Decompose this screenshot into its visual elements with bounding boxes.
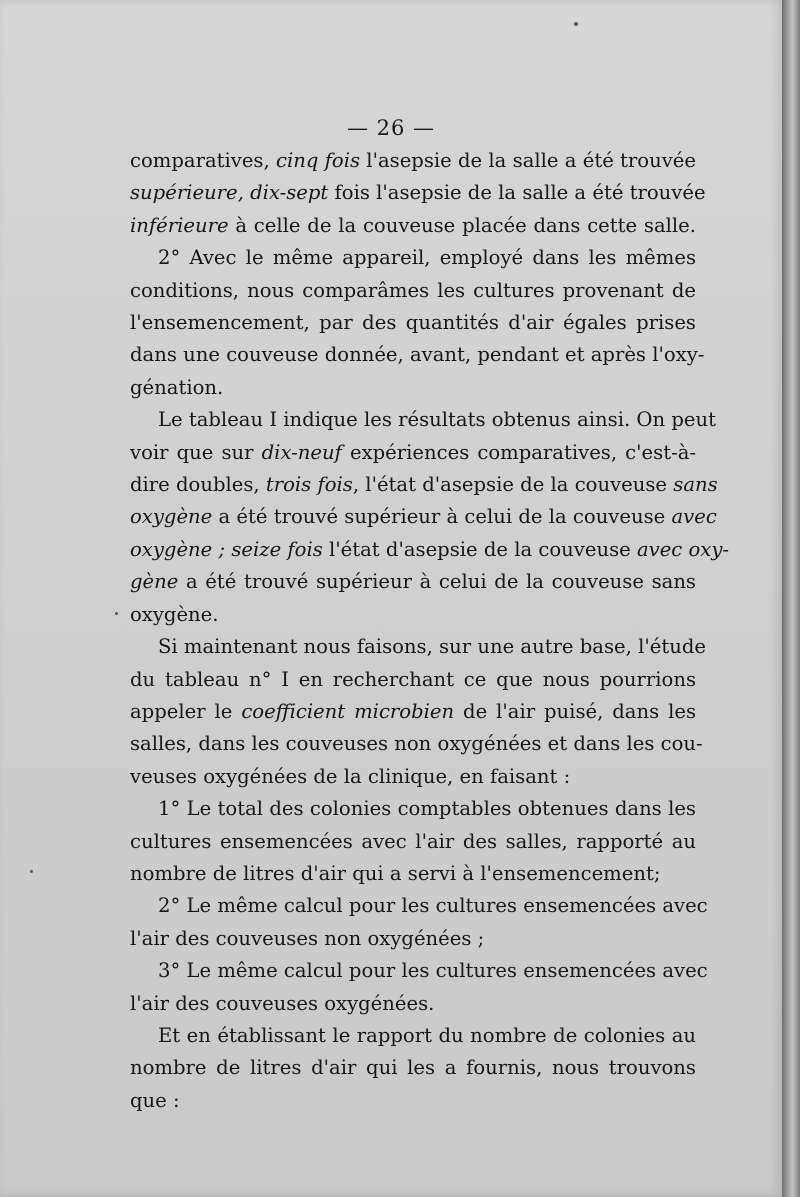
text-line: l'air des couveuses oxygénées. [130, 991, 435, 1015]
text-line: appeler le coefficient microbien de l'air puisé, dans les [130, 699, 696, 723]
text-line: 3° Le même calcul pour les cultures ensemencées avec [158, 959, 708, 983]
text-line: Et en établissant le rapport du nombre de colonies au [158, 1023, 696, 1047]
text-line: Le tableau I indique les résultats obtenus ainsi. On peut [158, 408, 716, 432]
page-number: — 26 — [346, 116, 436, 140]
text-line: l'air des couveuses non oxygénées ; [130, 926, 485, 950]
text-line: comparatives, cinq fois l'asepsie de la salle a été trouvée [130, 149, 696, 172]
text-line: voir que sur dix-neuf expériences comparatives, c'est-à- [130, 440, 696, 464]
text-line: l'ensemencement, par des quantités d'air égales prises [130, 311, 696, 335]
text-line: nombre de litres d'air qui les a fournis, nous trouvons [130, 1056, 696, 1080]
text-line: 2° Avec le même appareil, employé dans les mêmes [158, 246, 696, 270]
text-line: que : [130, 1088, 180, 1112]
text-line: oxygène. [130, 602, 219, 626]
text-line: inférieure à celle de la couveuse placée dans cette salle. [130, 213, 696, 237]
text-line: cultures ensemencées avec l'air des salles, rapporté au [130, 829, 696, 853]
text-line: dire doubles, trois fois, l'état d'asepsie de la couveuse sans [130, 473, 718, 497]
text-line: 1° Le total des colonies comptables obtenues dans les [158, 797, 696, 821]
text-line: oxygène a été trouvé supérieur à celui de la couveuse avec [130, 505, 717, 529]
paper-speck [574, 22, 578, 26]
text-line: dans une couveuse donnée, avant, pendant et après l'oxy- [130, 343, 705, 367]
text-line: conditions, nous comparâmes les cultures provenant de [130, 278, 696, 302]
text-line: du tableau n° I en recherchant ce que nous pourrions [130, 667, 696, 691]
text-line: gène a été trouvé supérieur à celui de la couveuse sans [130, 570, 696, 594]
paper-speck [30, 870, 33, 873]
text-line: oxygène ; seize fois l'état d'asepsie de la couveuse avec oxy- [130, 537, 730, 561]
text-line: 2° Le même calcul pour les cultures ensemencées avec [158, 894, 708, 918]
text-line: salles, dans les couveuses non oxygénées et dans les cou- [130, 732, 703, 756]
page-edge [782, 0, 800, 1197]
text-line: nombre de litres d'air qui a servi à l'ensemencement; [130, 861, 661, 885]
body-text [130, 145, 730, 1117]
text-line: Si maintenant nous faisons, sur une autre base, l'étude [158, 635, 706, 659]
text-line: veuses oxygénées de la clinique, en faisant : [130, 764, 571, 788]
text-line: supérieure, dix-sept fois l'asepsie de la salle a été trouvée [130, 181, 706, 205]
text-line: génation. [130, 375, 224, 399]
paper-speck [115, 612, 118, 615]
